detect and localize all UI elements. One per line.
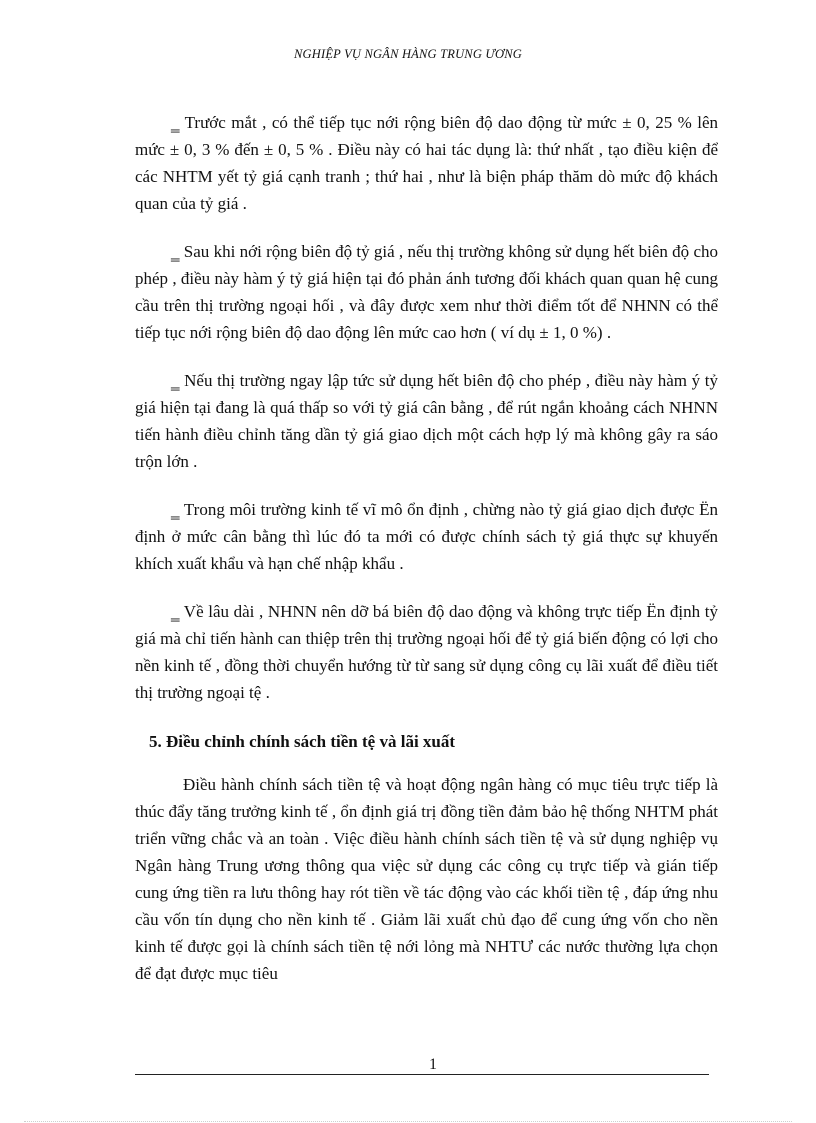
paragraph-2: ‗ Sau khi nới rộng biên độ tỷ giá , nếu thị trường không sử dụng hết biên độ cho phép , điều này hàm ý tỷ giá hiện tại đó phản ánh tương đối khách quan quan hệ cung cầu trên thị trường ngoại hối , và đây được xem như thời điểm tốt để NHNN có thể tiếp tục nới rộng biên độ dao động lên mức cao hơn ( ví dụ ± 1, 0 %) . — [135, 242, 718, 342]
page-body — [135, 109, 718, 987]
running-header: NGHIỆP VỤ NGÂN HÀNG TRUNG ƯƠNG — [293, 47, 523, 61]
paragraph-1: ‗ Trước mắt , có thể tiếp tục nới rộng biên độ dao động từ mức ± 0, 25 % lên mức ± 0, 3 % đến ± 0, 5 % . Điều này có hai tác dụng là: thứ nhất , tạo điều kiện để các NHTM yết tỷ giá cạnh tranh ; thứ hai , như là biện pháp thăm dò mức độ khách quan của tỷ giá . — [135, 113, 718, 213]
section-body-paragraph: Điều hành chính sách tiền tệ và hoạt động ngân hàng có mục tiêu trực tiếp là thúc đẩy tăng trưởng kinh tế , ổn định giá trị đồng tiền đảm bảo hệ thống NHTM phát triển vững chắc và an toàn . Việc điều hành chính sách tiền tệ và sử dụng nghiệp vụ Ngân hàng Trung ương thông qua việc sử dụng các công cụ trực tiếp và gián tiếp cung ứng tiền ra lưu thông hay rót tiền về tác động vào các khối tiền tệ , đáp ứng nhu cầu vốn tín dụng cho nền kinh tế . Giảm lãi xuất chủ đạo để cung ứng vốn cho nền kinh tế được gọi là chính sách tiền tệ nới lỏng mà NHTƯ các nước thường lựa chọn để đạt được mục tiêu — [135, 775, 718, 983]
section-heading: 5. Điều chỉnh chính sách tiền tệ và lãi xuất — [149, 732, 456, 751]
paragraph-3: ‗ Nếu thị trường ngay lập tức sử dụng hết biên độ cho phép , điều này hàm ý tỷ giá hiện tại đang là quá thấp so với tỷ giá cân bằng , để rút ngắn khoảng cách NHNN tiến hành điều chỉnh tăng dần tỷ giá giao dịch một cách hợp lý mà không gây ra sáo trộn lớn . — [135, 371, 718, 471]
footer-rule — [135, 1074, 709, 1075]
paragraph-4: ‗ Trong môi trường kinh tế vĩ mô ổn định , chừng nào tỷ giá giao dịch được Ën định ở mức cân bằng thì lúc đó ta mới có được chính sách tỷ giá thực sự khuyến khích xuất khẩu và hạn chế nhập khẩu . — [135, 500, 718, 573]
page-edge-divider — [24, 1121, 792, 1122]
page-number: 1 — [429, 1056, 437, 1073]
paragraph-5: ‗ Về lâu dài , NHNN nên dỡ bá biên độ dao động và không trực tiếp Ën định tỷ giá mà chỉ tiến hành can thiệp trên thị trường ngoại hối để tỷ giá biến động có lợi cho nền kinh tế , đồng thời chuyển hướng từ từ sang sử dụng công cụ lãi xuất để điều tiết thị trường ngoại tệ . — [135, 602, 718, 702]
